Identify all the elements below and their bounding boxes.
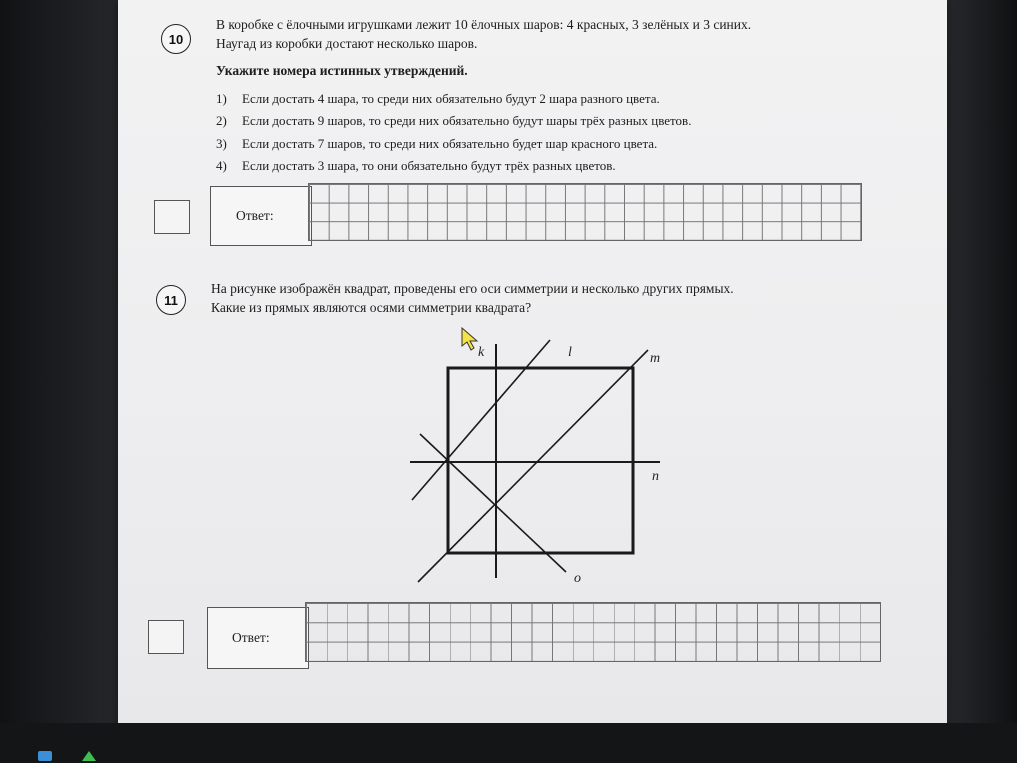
label-o: o (574, 571, 581, 586)
monitor-bezel-right (942, 0, 1017, 763)
q10-statement-4 (216, 158, 616, 174)
line-m (418, 350, 648, 582)
q10-statement-2 (216, 113, 691, 129)
q10-prompt: Укажите номера истинных утверждений. (216, 63, 468, 78)
question-number-10: 10 (161, 24, 191, 54)
label-m: m (650, 351, 661, 366)
monitor-bezel-bottom (0, 723, 1017, 763)
q11-answer-label: Ответ: (232, 630, 270, 645)
q11-score-box (148, 620, 184, 654)
square (448, 368, 633, 553)
statement-number: 3) (216, 136, 227, 151)
q10-answer-label: Ответ: (236, 208, 274, 223)
monitor-bezel-left (0, 0, 118, 763)
statement-number: 4) (216, 158, 227, 173)
q11-text-line1: На рисунке изображён квадрат, проведены его оси симметрии и несколько других прямых. (211, 281, 734, 296)
mouse-pointer-icon (461, 327, 479, 351)
q10-statement-3 (216, 136, 657, 152)
label-l: l (568, 345, 572, 360)
q10-answer-grid[interactable] (308, 183, 862, 241)
worksheet (118, 0, 947, 735)
question-number-11: 11 (156, 285, 186, 315)
q10-statement-1 (216, 91, 660, 107)
q10-text-line1: В коробке с ёлочными игрушками лежит 10 ёлочных шаров: 4 красных, 3 зелёных и 3 синих. (216, 17, 752, 32)
statement-text: Если достать 7 шаров, то среди них обязательно будет шар красного цвета. (242, 136, 658, 151)
statement-number: 1) (216, 91, 227, 106)
label-n: n (652, 469, 659, 484)
statement-text: Если достать 9 шаров, то среди них обязательно будут шары трёх разных цветов. (242, 113, 692, 128)
q11-text-line2: Какие из прямых являются осями симметрии квадрата? (211, 300, 532, 315)
line-l (412, 340, 550, 500)
square-figure (398, 330, 678, 600)
q11-answer-grid[interactable] (305, 602, 881, 662)
q10-score-box (154, 200, 190, 234)
statement-text: Если достать 3 шара, то они обязательно будут трёх разных цветов. (242, 158, 616, 173)
statement-text: Если достать 4 шара, то среди них обязательно будут 2 шара разного цвета. (242, 91, 660, 106)
statement-number: 2) (216, 113, 227, 128)
taskbar-window-icon[interactable] (38, 751, 52, 761)
q10-text-line2: Наугад из коробки достают несколько шаров. (216, 36, 478, 51)
label-k: k (478, 345, 485, 360)
taskbar-arrow-icon[interactable] (82, 751, 96, 761)
